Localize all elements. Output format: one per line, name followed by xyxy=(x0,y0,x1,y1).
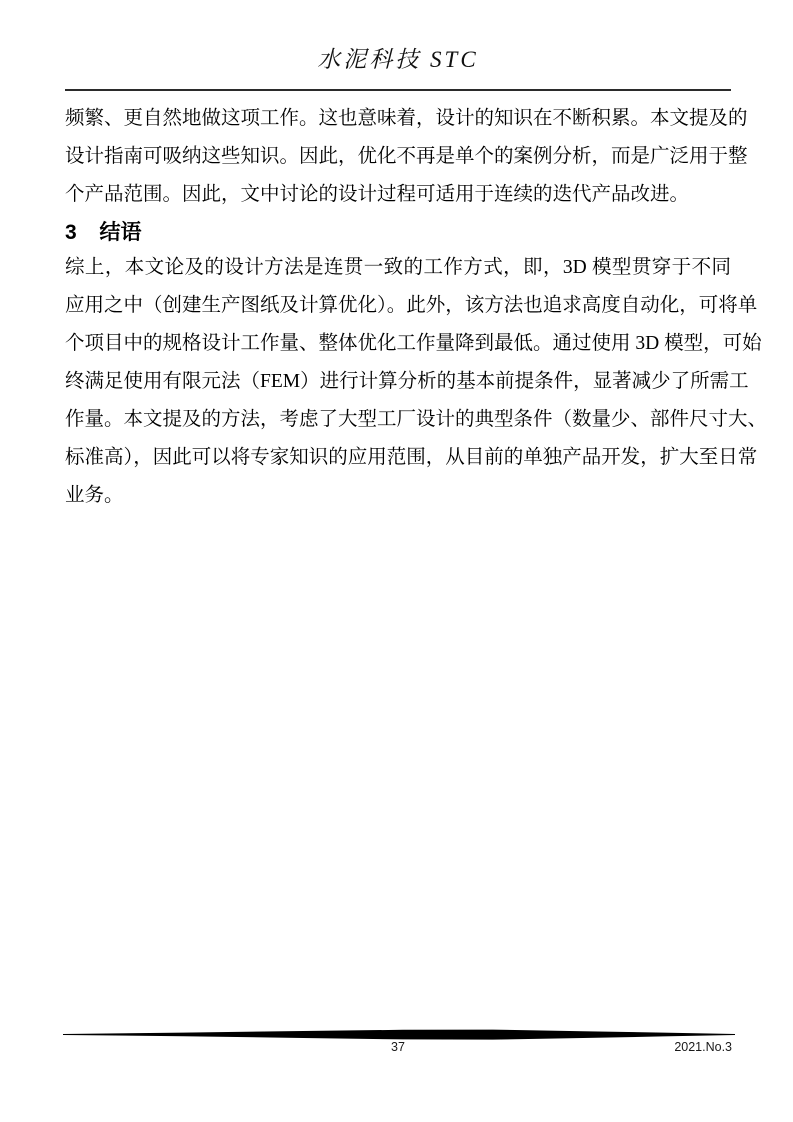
header-rule xyxy=(65,89,731,91)
journal-title: 水泥科技 STC xyxy=(317,47,479,72)
paragraph-line: 终满足使用有限元法（FEM）进行计算分析的基本前提条件，显著减少了所需工 xyxy=(65,371,749,392)
issue-number: 2021.No.3 xyxy=(674,1040,732,1054)
paragraph-line: 个产品范围。因此，文中讨论的设计过程可适用于连续的迭代产品改进。 xyxy=(65,184,690,205)
paragraph-line: 作量。本文提及的方法，考虑了大型工厂设计的典型条件（数量少、部件尺寸大、 xyxy=(65,409,768,430)
page-body xyxy=(65,100,768,515)
paragraph-line: 个项目中的规格设计工作量、整体优化工作量降到最低。通过使用 3D 模型，可始 xyxy=(65,333,762,354)
paragraph-line: 设计指南可吸纳这些知识。因此，优化不再是单个的案例分析，而是广泛用于整 xyxy=(65,146,748,167)
paragraph-line: 应用之中（创建生产图纸及计算优化）。此外，该方法也追求高度自动化，可将单 xyxy=(65,295,758,316)
paragraph-line: 业务。 xyxy=(65,485,124,506)
conclusion-paragraph xyxy=(65,249,768,515)
section-title: 结语 xyxy=(99,221,142,244)
paragraph-line: 综上，本文论及的设计方法是连贯一致的工作方式，即，3D 模型贯穿于不同 xyxy=(65,257,731,278)
page-number: 37 xyxy=(391,1040,405,1054)
paragraph-line: 标准高），因此可以将专家知识的应用范围，从目前的单独产品开发，扩大至日常 xyxy=(65,447,758,468)
section-number: 3 xyxy=(65,221,77,244)
section-heading xyxy=(65,216,731,249)
paragraph-continuation xyxy=(65,100,748,214)
paragraph-line: 频繁、更自然地做这项工作。这也意味着，设计的知识在不断积累。本文提及的 xyxy=(65,108,748,129)
